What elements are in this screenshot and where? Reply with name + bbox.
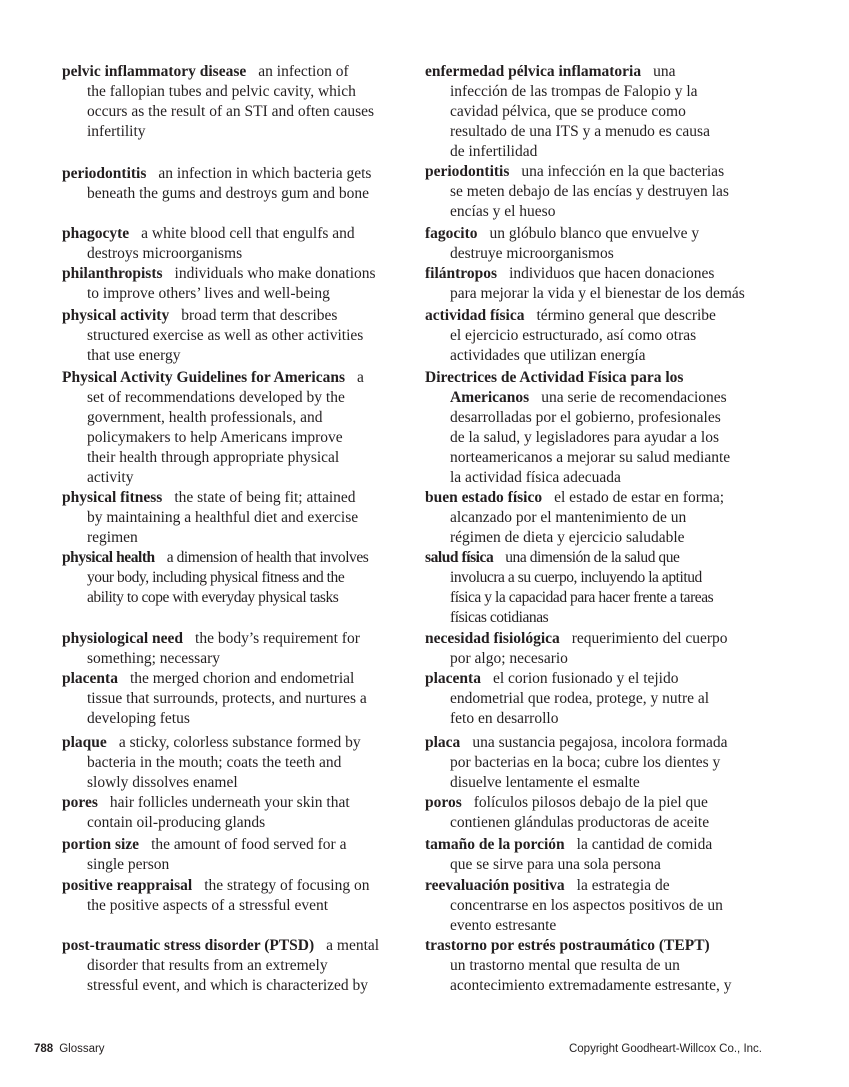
glossary-entry: [425, 224, 800, 264]
glossary-entry: [425, 368, 800, 488]
glossary-entry: [62, 488, 437, 548]
glossary-definition: broad term that describes structured exercise as well as other activities that use energy: [87, 307, 364, 364]
glossary-entry: [425, 733, 800, 793]
page-number: 788: [34, 1043, 54, 1055]
glossary-entry: [62, 306, 437, 366]
glossary-entry: [62, 224, 437, 264]
glossary-entry: [62, 876, 437, 916]
glossary-definition: el corion fusionado y el tejido endometrial que rodea, protege, y nutre al feto en desarrollo: [450, 670, 710, 727]
glossary-term: tamaño de la porción: [425, 836, 565, 853]
glossary-term: placa: [425, 734, 461, 751]
glossary-definition: un trastorno mental que resulta de un acontecimiento extremadamente estresante, y: [450, 957, 732, 994]
glossary-term: placenta: [62, 670, 118, 687]
glossary-entry: [425, 62, 800, 162]
glossary-term: periodontitis: [425, 163, 510, 180]
glossary-term: actividad física: [425, 307, 525, 324]
glossary-term: phagocyte: [62, 225, 130, 242]
glossary-definition: individuos que hacen donaciones para mejorar la vida y el bienestar de los demás: [450, 265, 745, 302]
glossary-definition: la estrategia de concentrarse en los aspectos positivos de un evento estresante: [450, 877, 723, 934]
glossary-definition: hair follicles underneath your skin that contain oil-producing glands: [87, 794, 350, 831]
glossary-term: physical fitness: [62, 489, 163, 506]
glossary-entry: [425, 876, 800, 936]
glossary-definition: individuals who make donations to improve others’ lives and well-being: [87, 265, 376, 302]
glossary-term: fagocito: [425, 225, 478, 242]
glossary-definition: una dimensión de la salud que involucra a su cuerpo, incluyendo la aptitud física y la capacidad para hacer frente a tareas físicas cotidianas: [450, 549, 714, 626]
glossary-entry: [62, 936, 437, 996]
glossary-definition: a set of recommendations developed by the government, health professionals, and policymakers to help Americans improve their health through appropriate physical activity: [87, 369, 364, 486]
glossary-entry: [62, 669, 437, 729]
glossary-definition: un glóbulo blanco que envuelve y destruye microorganismos: [450, 225, 700, 262]
glossary-entry: [425, 669, 800, 729]
glossary-term: trastorno por estrés postraumático (TEPT): [425, 937, 710, 954]
glossary-definition: folículos pilosos debajo de la piel que contienen glándulas productoras de aceite: [450, 794, 710, 831]
glossary-entry: [425, 162, 800, 222]
glossary-definition: an infection in which bacteria gets beneath the gums and destroys gum and bone: [87, 165, 372, 202]
glossary-term: post-traumatic stress disorder (PTSD): [62, 937, 315, 954]
glossary-definition: a dimension of health that involves your body, including physical fitness and the ability to cope with everyday physical tasks: [87, 549, 369, 606]
glossary-entry: [62, 835, 437, 875]
glossary-entry: [62, 164, 437, 204]
glossary-term: pelvic inflammatory disease: [62, 63, 247, 80]
glossary-entry: [62, 793, 437, 833]
glossary-entry: [425, 264, 800, 304]
glossary-term: buen estado físico: [425, 489, 543, 506]
footer-left: [34, 1043, 105, 1055]
glossary-definition: an infection of the fallopian tubes and pelvic cavity, which occurs as the result of an STI and often causes infertility: [87, 63, 375, 140]
glossary-term: salud física: [425, 549, 494, 566]
glossary-term: poros: [425, 794, 462, 811]
glossary-term: Directrices de Actividad Física para los Americanos: [425, 369, 684, 406]
glossary-term: pores: [62, 794, 98, 811]
glossary-definition: término general que describe el ejercicio estructurado, así como otras actividades que utilizan energía: [450, 307, 716, 364]
glossary-term: Physical Activity Guidelines for Americans: [62, 369, 346, 386]
glossary-term: positive reappraisal: [62, 877, 193, 894]
glossary-definition: la cantidad de comida que se sirve para una sola persona: [450, 836, 713, 873]
glossary-definition: requerimiento del cuerpo por algo; necesario: [450, 630, 728, 667]
glossary-entry: [425, 936, 800, 996]
glossary-entry: [425, 306, 800, 366]
glossary-definition: una sustancia pegajosa, incolora formada por bacterias en la boca; cubre los dientes y disuelve lentamente el esmalte: [450, 734, 728, 791]
glossary-term: enfermedad pélvica inflamatoria: [425, 63, 642, 80]
glossary-term: periodontitis: [62, 165, 147, 182]
glossary-term: physical health: [62, 549, 155, 566]
glossary-term: philanthropists: [62, 265, 163, 282]
glossary-entry: [62, 264, 437, 304]
glossary-term: placenta: [425, 670, 481, 687]
glossary-term: physiological need: [62, 630, 184, 647]
glossary-term: physical activity: [62, 307, 170, 324]
glossary-definition: the merged chorion and endometrial tissue that surrounds, protects, and nurtures a developing fetus: [87, 670, 367, 727]
glossary-term: portion size: [62, 836, 140, 853]
copyright: Copyright Goodheart-Willcox Co., Inc.: [568, 1043, 762, 1055]
glossary-definition: a white blood cell that engulfs and destroys microorganisms: [87, 225, 355, 262]
glossary-definition: a sticky, colorless substance formed by bacteria in the mouth; coats the teeth and slowly dissolves enamel: [87, 734, 361, 791]
glossary-entry: [62, 62, 437, 142]
glossary-entry: [425, 488, 800, 548]
glossary-definition: el estado de estar en forma; alcanzado por el mantenimiento de un régimen de dieta y ejercicio saludable: [450, 489, 725, 546]
glossary-definition: the strategy of focusing on the positive aspects of a stressful event: [87, 877, 370, 914]
glossary-definition: the state of being fit; attained by maintaining a healthful diet and exercise regimen: [87, 489, 359, 546]
glossary-entry: [62, 368, 437, 488]
glossary-entry: [425, 629, 800, 669]
glossary-entry: [425, 835, 800, 875]
glossary-term: reevaluación positiva: [425, 877, 565, 894]
glossary-term: filántropos: [425, 265, 498, 282]
glossary-definition: a mental disorder that results from an extremely stressful event, and which is characterized by: [87, 937, 380, 994]
glossary-definition: una serie de recomendaciones desarrolladas por el gobierno, profesionales de la salud, y legisladores para ayudar a los norteamericanos a mejorar su salud mediante la actividad física adecuada: [450, 389, 731, 486]
glossary-definition: the amount of food served for a single person: [87, 836, 347, 873]
glossary-definition: una infección en la que bacterias se meten debajo de las encías y destruyen las encías y el hueso: [450, 163, 729, 220]
glossary-term: plaque: [62, 734, 107, 751]
glossary-entry: [62, 629, 437, 669]
footer-section: Glossary: [59, 1043, 105, 1055]
glossary-term: necesidad fisiológica: [425, 630, 560, 647]
glossary-entry: [425, 793, 800, 833]
glossary-entry: [62, 548, 437, 608]
glossary-definition: the body’s requirement for something; necessary: [87, 630, 360, 667]
glossary-entry: [425, 548, 800, 628]
glossary-definition: una infección de las trompas de Falopio y la cavidad pélvica, que se produce como resultado de una ITS y a menudo es causa de infertilidad: [450, 63, 710, 160]
glossary-entry: [62, 733, 437, 793]
